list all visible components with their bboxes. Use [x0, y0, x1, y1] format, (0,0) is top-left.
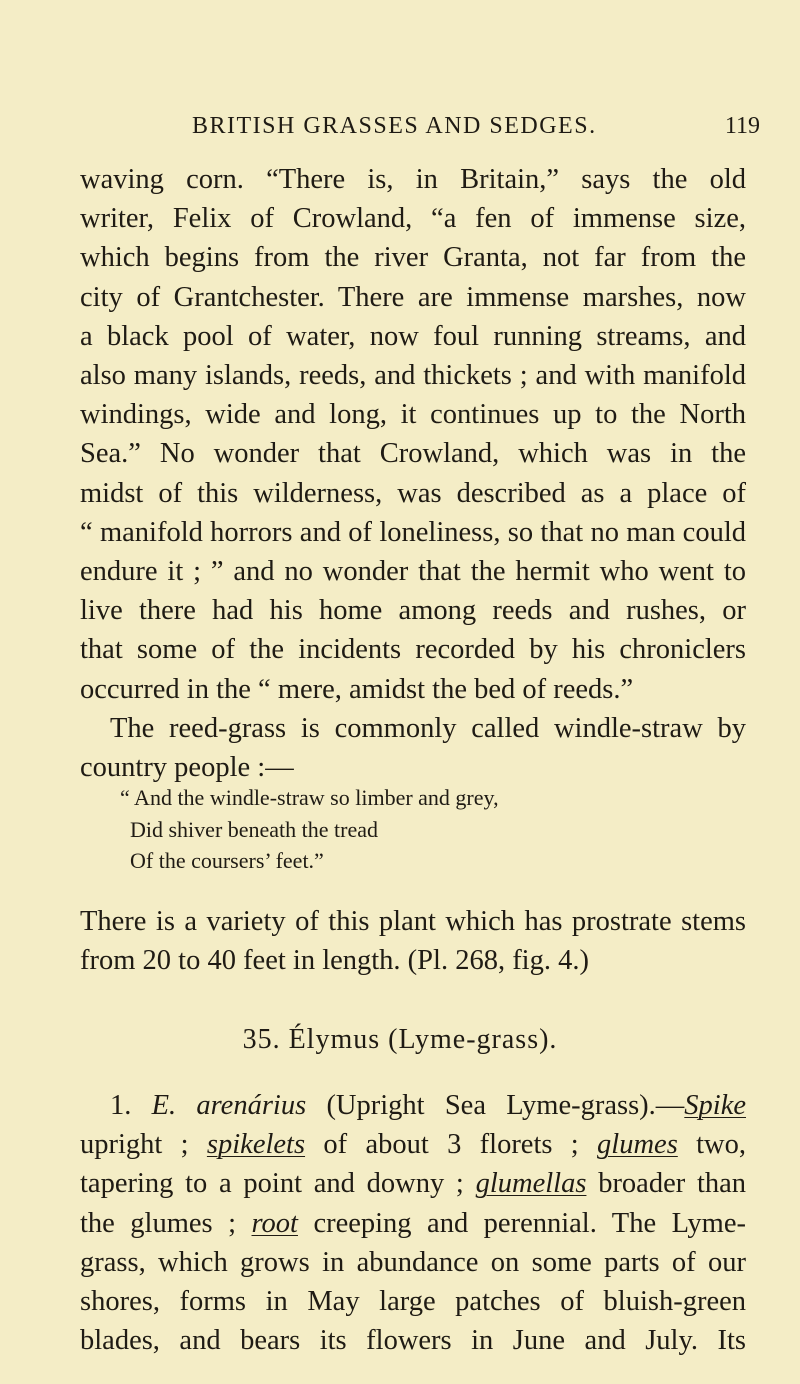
text-line: waving corn. “There is, in Britain,” says the old	[80, 164, 746, 195]
genus-name: Élymus	[288, 1024, 381, 1055]
text-line: There is a variety of this plant which has prostrate stems	[80, 906, 746, 937]
section-heading	[0, 1024, 800, 1056]
text-line: live there had his home among reeds and rushes, or	[80, 595, 746, 627]
page-header	[80, 113, 760, 153]
text-line	[80, 1125, 746, 1164]
text-line: Sea.” No wonder that Crowland, which was in the	[80, 438, 746, 470]
text-fragment: two,	[696, 1129, 746, 1161]
verse-quotation	[120, 782, 499, 877]
text-fragment: tapering to a point and downy ;	[80, 1168, 464, 1200]
text-fragment: upright ;	[80, 1129, 189, 1161]
text-line: also many islands, reeds, and thickets ; and with manifold	[80, 360, 746, 392]
verse-line: Did shiver beneath the tread	[130, 816, 379, 842]
term-glumellas: glumellas	[475, 1168, 587, 1200]
running-title: BRITISH GRASSES AND SEDGES.	[192, 113, 597, 139]
text-line: shores, forms in May large patches of bluish-green	[80, 1286, 746, 1318]
text-line	[80, 1164, 746, 1203]
verse-line: Of the coursers’ feet.”	[130, 848, 324, 873]
term-spikelets: spikelets	[206, 1129, 306, 1161]
text-fragment: broader than	[598, 1168, 746, 1200]
term-spike: Spike	[684, 1090, 746, 1121]
text-line: writer, Felix of Crowland, “a fen of immense size,	[80, 203, 746, 235]
text-line: The reed-grass is commonly called windle-straw by	[110, 712, 746, 744]
text-line: a black pool of water, now foul running streams, and	[80, 320, 746, 352]
text-fragment: the glumes ;	[80, 1207, 237, 1239]
text-line: occurred in the “ mere, amidst the bed of reeds.”	[80, 673, 634, 705]
text-line	[80, 1086, 746, 1125]
text-line: which begins from the river Granta, not far from the	[80, 242, 746, 274]
species-latin-name: E. arenárius	[151, 1090, 307, 1121]
genus-common-name: (Lyme-grass).	[388, 1024, 558, 1055]
text-fragment: of about 3 florets ;	[323, 1129, 579, 1161]
species-number: 1.	[110, 1090, 132, 1121]
text-line: “ manifold horrors and of loneliness, so that no man could	[80, 516, 746, 548]
paragraph-variety	[80, 902, 746, 980]
text-line: country people :—	[80, 752, 294, 784]
text-line: city of Grantchester. There are immense marshes, now	[80, 281, 746, 313]
text-line: midst of this wilderness, was described as a place of	[80, 477, 746, 509]
text-line: from 20 to 40 feet in length. (Pl. 268, fig. 4.)	[80, 945, 589, 977]
text-fragment: creeping and perennial. The Lyme-	[313, 1207, 746, 1239]
text-line	[80, 1204, 746, 1243]
text-line: windings, wide and long, it continues up to the North	[80, 399, 746, 431]
paragraph-species-description	[80, 1086, 746, 1360]
text-line: that some of the incidents recorded by his chroniclers	[80, 634, 746, 666]
term-glumes: glumes	[597, 1129, 678, 1161]
species-common-name: (Upright Sea Lyme-grass).—	[326, 1090, 685, 1121]
section-number: 35.	[242, 1024, 281, 1055]
page-number: 119	[724, 113, 760, 139]
paragraph-felix-crowland	[80, 160, 746, 787]
text-line: blades, and bears its flowers in June and July. Its	[80, 1325, 746, 1357]
text-line: grass, which grows in abundance on some parts of our	[80, 1246, 746, 1278]
text-line: endure it ; ” and no wonder that the hermit who went to	[80, 556, 746, 588]
verse-line: “ And the windle-straw so limber and grey,	[120, 785, 499, 810]
term-root: root	[251, 1207, 298, 1239]
